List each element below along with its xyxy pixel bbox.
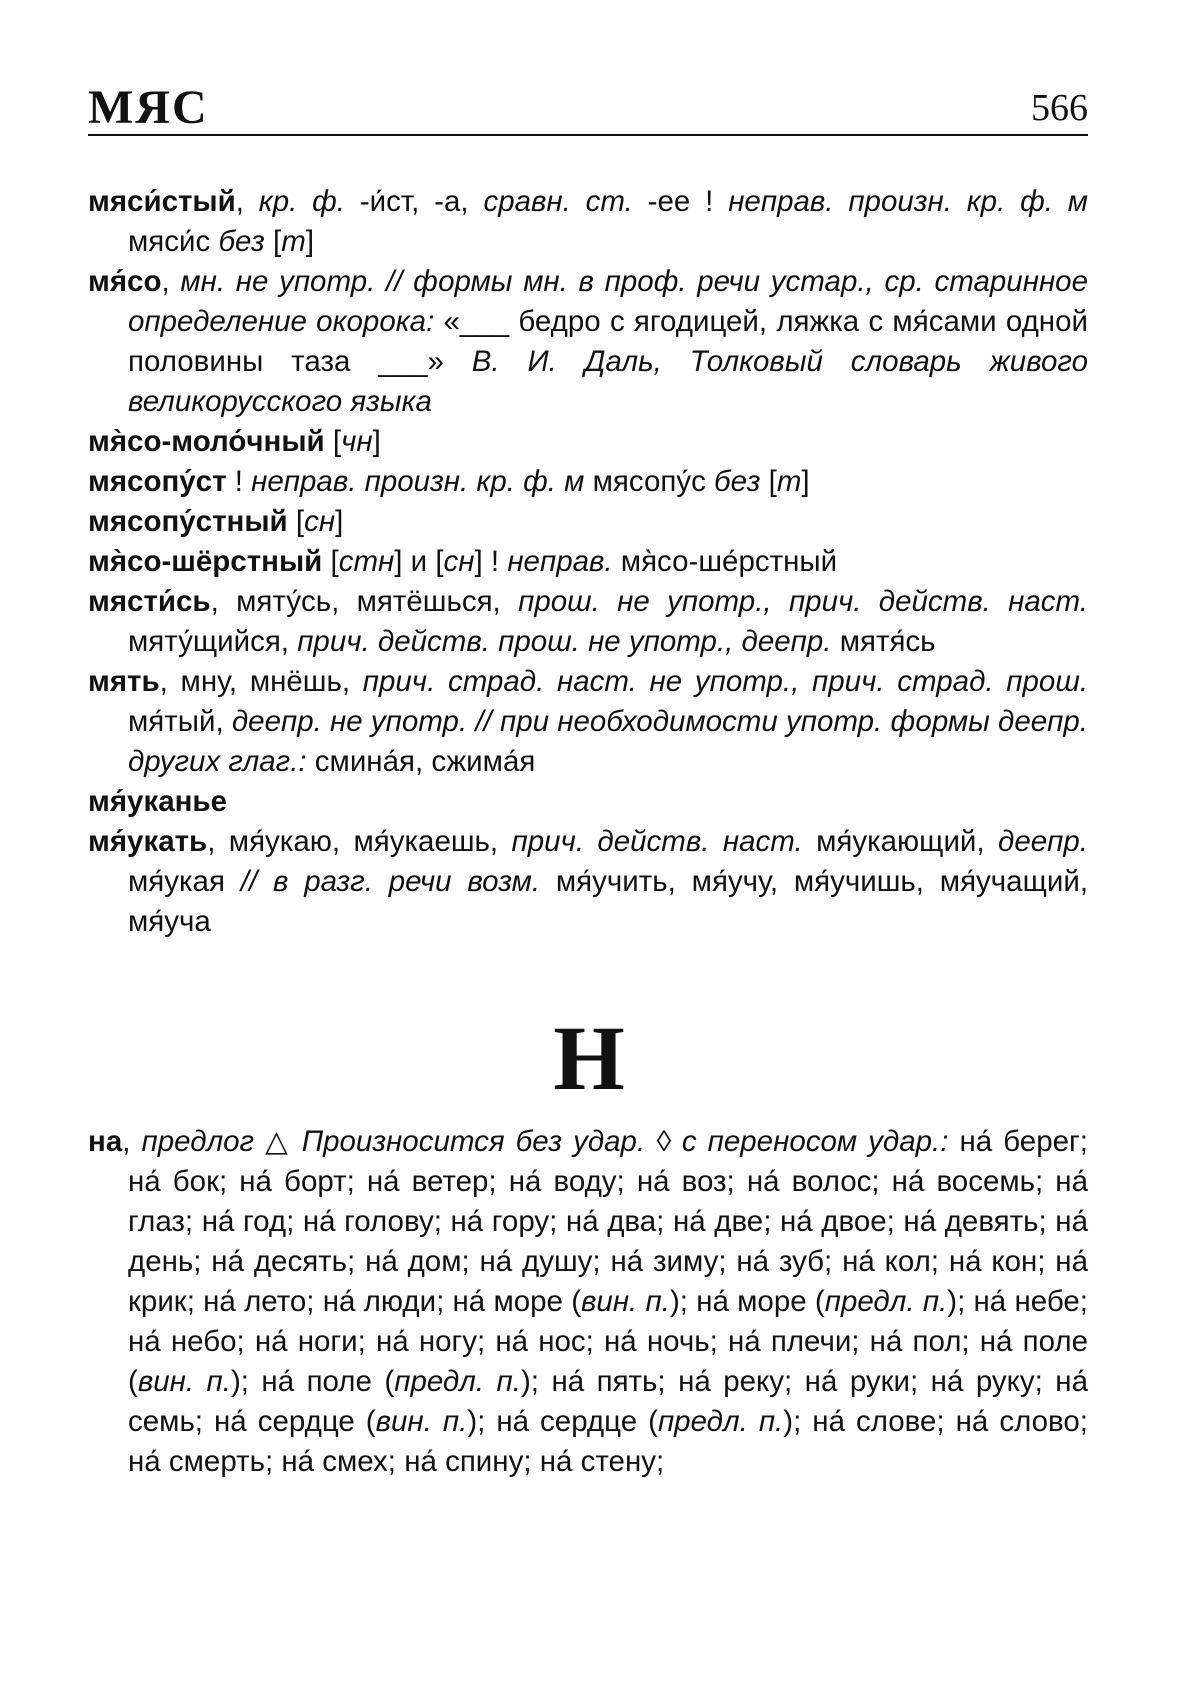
entry-headword: мя́укать bbox=[88, 825, 208, 858]
entry-headword: мясопу́стный bbox=[88, 505, 288, 538]
entry-text: [ bbox=[760, 465, 777, 498]
entry-text: ); на́ сердце ( bbox=[467, 1405, 658, 1438]
entry-note-italic: предл. п. bbox=[657, 1405, 784, 1438]
dictionary-entry bbox=[88, 582, 1088, 662]
entry-note-italic: деепр. bbox=[998, 825, 1088, 858]
entry-text: -и́ст, -а, bbox=[345, 185, 484, 218]
page-header bbox=[88, 72, 1088, 136]
entry-text: ); на́ слове; на́ слово; на́ смерть; на́ смех; на́ спину; на́ стену; bbox=[128, 1405, 1088, 1478]
entry-note-italic: неправ. произн. кр. ф. м bbox=[728, 185, 1089, 218]
entry-note-italic: без bbox=[714, 465, 761, 498]
page-number: 566 bbox=[1031, 87, 1088, 129]
running-head: МЯС bbox=[88, 81, 209, 134]
dictionary-entry bbox=[88, 542, 1088, 582]
dictionary-entries bbox=[88, 182, 1088, 942]
entry-note-italic: В. И. Даль, Толковый словарь живого великорусского языка bbox=[128, 345, 1088, 418]
entry-text: , мя́укаю, мя́укаешь, bbox=[207, 825, 512, 858]
entry-note-italic: кр. ф. bbox=[258, 185, 346, 218]
entry-text: [ bbox=[287, 505, 305, 538]
entry-headword: мя̀со-шёрстный bbox=[88, 545, 323, 578]
entry-note-italic: предлог △ Произносится без удар. ◊ с переносом удар.: bbox=[141, 1125, 949, 1158]
entry-note-italic: неправ. bbox=[507, 545, 613, 578]
entry-note-italic: деепр. не употр. // при необходимости употр. формы деепр. других глаг.: bbox=[128, 705, 1089, 778]
entry-text: мя́укающий, bbox=[802, 825, 999, 858]
entry-headword: мяси́стый bbox=[88, 185, 236, 218]
entry-text: ); на́ поле ( bbox=[230, 1365, 395, 1398]
dictionary-entry bbox=[88, 182, 1088, 262]
entry-note-italic: прош. не употр., прич. действ. наст. bbox=[518, 585, 1088, 618]
entry-note-italic: сравн. ст. bbox=[483, 185, 633, 218]
dictionary-entry bbox=[88, 662, 1088, 782]
entry-text: мя́укая bbox=[128, 865, 241, 898]
entry-headword: мять bbox=[88, 665, 160, 698]
entry-headword: мясопу́ст bbox=[88, 465, 227, 498]
dictionary-entry bbox=[88, 782, 1088, 822]
entry-text: на́ берег; на́ бок; на́ борт; на́ ветер; на́ воду; на́ воз; на́ волос; на́ восемь; на́ глаз; на́ год; на́ голову; на́ гору; на́ два; на́ две; на́ двое; на́ девять; на́ день; на́ десять; на́ дом; на́ душу; на́ зиму; на́ зуб; на́ кол; на́ кон; на́ крик; на́ лето; на́ люди; на́ море ( bbox=[128, 1125, 1088, 1318]
entry-note-italic: сн bbox=[443, 545, 475, 578]
entry-note-italic: предл. п. bbox=[394, 1365, 521, 1398]
entry-headword: мя́со bbox=[88, 265, 162, 298]
dictionary-entry bbox=[88, 462, 1088, 502]
entry-text: [ bbox=[322, 545, 339, 578]
entry-note-italic: т bbox=[281, 225, 306, 258]
entry-text: ); на́ море ( bbox=[669, 1285, 825, 1318]
entry-note-italic: прич. действ. наст. bbox=[511, 825, 803, 858]
entry-note-italic: без bbox=[218, 225, 265, 258]
entry-text: ); на́ пять; на́ реку; на́ руки; на́ руку; на́ семь; на́ сердце ( bbox=[128, 1365, 1088, 1438]
entry-note-italic: прич. действ. прош. не употр., деепр. bbox=[297, 625, 832, 658]
dictionary-entry bbox=[88, 262, 1088, 422]
entry-text: ] bbox=[801, 465, 810, 498]
entry-note-italic: вин. п. bbox=[137, 1365, 231, 1398]
entry-text: ! bbox=[226, 465, 252, 498]
entry-text: «___ бедро с ягодицей, ляжка с мя́сами одной половины таза ___» bbox=[128, 305, 1088, 378]
entry-text: мятя́сь bbox=[831, 625, 936, 658]
entry-headword: мясти́сь bbox=[88, 585, 211, 618]
section-letter-heading: Н bbox=[553, 1007, 625, 1109]
entry-text: , мяту́сь, мятёшься, bbox=[210, 585, 519, 618]
dictionary-entry bbox=[88, 422, 1088, 462]
entry-note-italic: предл. п. bbox=[824, 1285, 948, 1318]
entry-text: , bbox=[161, 265, 181, 298]
entry-text: ] ! bbox=[474, 545, 508, 578]
dictionary-entry bbox=[88, 502, 1088, 542]
entry-note-italic: вин. п. bbox=[581, 1285, 670, 1318]
entry-note-italic: вин. п. bbox=[375, 1405, 468, 1438]
entry-note-italic: // в разг. речи возм. bbox=[240, 865, 541, 898]
entry-note-italic: прич. страд. наст. не употр., прич. страд. прош. bbox=[362, 665, 1089, 698]
entry-headword: мя́уканье bbox=[88, 785, 227, 818]
entry-text: мя́тый, bbox=[128, 705, 232, 738]
entry-note-italic: т bbox=[776, 465, 802, 498]
entry-text: [ bbox=[324, 425, 342, 458]
entry-text: , bbox=[122, 1125, 142, 1158]
entry-text: ] bbox=[305, 225, 315, 258]
entry-text: , bbox=[235, 185, 259, 218]
entry-headword: мя̀со-моло́чный bbox=[88, 425, 325, 458]
entry-text: мя́учить, мя́учу, мя́учишь, мя́учащий, мя́уча bbox=[128, 865, 1089, 938]
dictionary-entries-section-n bbox=[88, 1122, 1088, 1482]
entry-text: мясопу́с bbox=[584, 465, 715, 498]
entry-text: мяси́с bbox=[128, 225, 219, 258]
entry-text: ] bbox=[335, 505, 344, 538]
entry-note-italic: неправ. произн. кр. ф. м bbox=[251, 465, 585, 498]
entry-headword: на bbox=[88, 1125, 123, 1158]
entry-text: ] bbox=[372, 425, 381, 458]
entry-text: [ bbox=[264, 225, 282, 258]
entry-text: , мну, мнёшь, bbox=[159, 665, 363, 698]
dictionary-entry bbox=[88, 1122, 1088, 1482]
entry-note-italic: чн bbox=[341, 425, 373, 458]
entry-note-italic: сн bbox=[304, 505, 336, 538]
entry-note-italic: стн bbox=[338, 545, 395, 578]
entry-note-italic: мн. не употр. // формы мн. в проф. речи устар., ср. старинное определение окорока: bbox=[128, 265, 1088, 338]
entry-text: смина́я, сжима́я bbox=[306, 745, 536, 778]
dictionary-entry bbox=[88, 822, 1088, 942]
entry-text: ); на́ небе; на́ небо; на́ ноги; на́ ногу; на́ нос; на́ ночь; на́ плечи; на́ пол; на́ поле ( bbox=[128, 1285, 1088, 1398]
entry-text: ] и [ bbox=[394, 545, 444, 578]
entry-text: -ее ! bbox=[632, 185, 729, 218]
entry-text: мяту́щийся, bbox=[128, 625, 298, 658]
entry-text: мя̀со-ше́рстный bbox=[612, 545, 838, 578]
